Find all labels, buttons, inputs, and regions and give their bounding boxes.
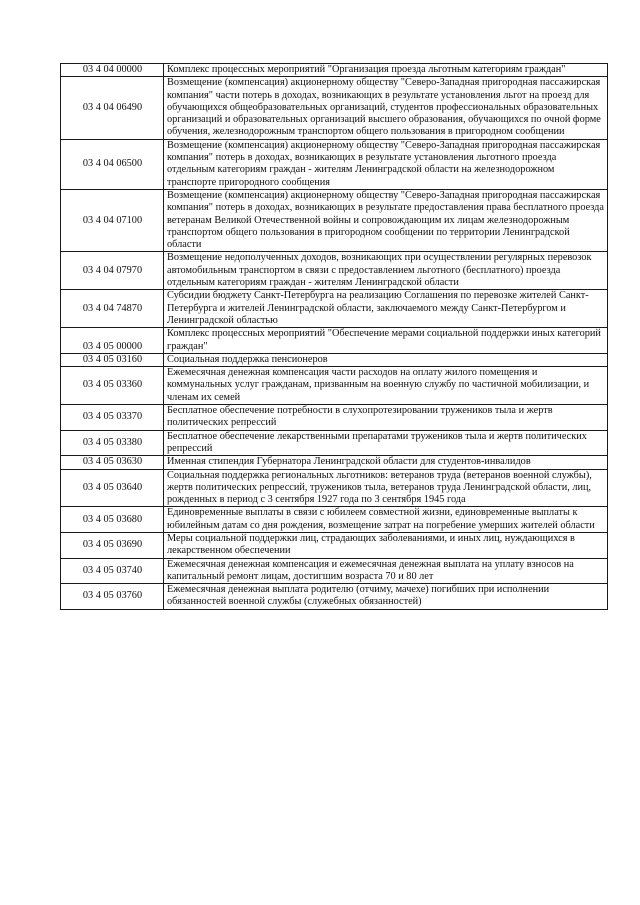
table-body [61, 64, 608, 610]
table-row [61, 532, 608, 558]
description-cell: Возмещение (компенсация) акционерному обществу "Северо-Западная пригородная пассажирская компания" части потерь в доходах, возникающих в результате установления льгот на проезд для обучающихся общеобразовательных организаций, студентов профессиональных образовательных организаций и образовательных организаций высшего образования, обучающихся по очной форме обучения, железнодорожным транспортом общего пользования в пригородном сообщении [164, 77, 608, 139]
table-row [61, 353, 608, 366]
table-row [61, 430, 608, 456]
table-row [61, 558, 608, 584]
table-row [61, 405, 608, 431]
table-row [61, 252, 608, 290]
table-row [61, 328, 608, 354]
code-cell: 03 4 05 00000 [61, 328, 164, 354]
description-cell: Социальная поддержка пенсионеров [164, 353, 608, 366]
description-cell: Комплекс процессных мероприятий "Организация проезда льготным категориям граждан" [164, 64, 608, 77]
code-cell: 03 4 05 03640 [61, 469, 164, 507]
table-row [61, 64, 608, 77]
code-cell: 03 4 05 03160 [61, 353, 164, 366]
table-row [61, 584, 608, 610]
description-cell: Субсидии бюджету Санкт-Петербурга на реализацию Соглашения по перевозке жителей Санкт-Петербурга и жителей Ленинградской области, заключаемого между Санкт-Петербургом и Ленинградской областью [164, 290, 608, 328]
code-cell: 03 4 04 07970 [61, 252, 164, 290]
table-row [61, 456, 608, 469]
code-cell: 03 4 05 03680 [61, 507, 164, 533]
description-cell: Меры социальной поддержки лиц, страдающих заболеваниями, и иных лиц, нуждающихся в лекарственном обеспечении [164, 532, 608, 558]
description-cell: Комплекс процессных мероприятий "Обеспечение мерами социальной поддержки иных категорий граждан" [164, 328, 608, 354]
table-row [61, 77, 608, 139]
table-row [61, 469, 608, 507]
code-cell: 03 4 04 74870 [61, 290, 164, 328]
table-row [61, 290, 608, 328]
code-cell: 03 4 04 07100 [61, 189, 164, 251]
code-cell: 03 4 05 03370 [61, 405, 164, 431]
table-row [61, 139, 608, 189]
description-cell: Возмещение (компенсация) акционерному обществу "Северо-Западная пригородная пассажирская компания" потерь в доходах, возникающих в результате предоставления права бесплатного проезда ветеранам Великой Отечественной войны и сопровождающим их лицам железнодорожным транспортом общего пользования в пригородном сообщении по территории Ленинградской области [164, 189, 608, 251]
code-cell: 03 4 05 03690 [61, 532, 164, 558]
code-cell: 03 4 05 03380 [61, 430, 164, 456]
code-cell: 03 4 05 03740 [61, 558, 164, 584]
description-cell: Ежемесячная денежная компенсация части расходов на оплату жилого помещения и коммунальных услуг гражданам, призванным на военную службу по частичной мобилизации, и членам их семей [164, 367, 608, 405]
code-cell: 03 4 04 00000 [61, 64, 164, 77]
description-cell: Социальная поддержка региональных льготников: ветеранов труда (ветеранов военной службы), жертв политических репрессий, тружеников тыла, ветеранов труда Ленинградской области, лиц, рожденных в период с 3 сентября 1927 года по 3 сентября 1945 года [164, 469, 608, 507]
budget-classification-table [60, 63, 608, 610]
description-cell: Возмещение (компенсация) акционерному обществу "Северо-Западная пригородная пассажирская компания" потерь в доходах, возникающих в результате установления льготного проезда отдельным категориям граждан - жителям Ленинградской области на железнодорожном транспорте пригородного сообщения [164, 139, 608, 189]
description-cell: Бесплатное обеспечение потребности в слухопротезировании тружеников тыла и жертв политических репрессий [164, 405, 608, 431]
table-row [61, 189, 608, 251]
description-cell: Ежемесячная денежная компенсация и ежемесячная денежная выплата на уплату взносов на капитальный ремонт лицам, достигшим возраста 70 и 80 лет [164, 558, 608, 584]
code-cell: 03 4 05 03630 [61, 456, 164, 469]
description-cell: Бесплатное обеспечение лекарственными препаратами тружеников тыла и жертв политических репрессий [164, 430, 608, 456]
budget-code-table-page [60, 63, 608, 610]
code-cell: 03 4 04 06490 [61, 77, 164, 139]
code-cell: 03 4 05 03760 [61, 584, 164, 610]
code-cell: 03 4 05 03360 [61, 367, 164, 405]
table-row [61, 367, 608, 405]
code-cell: 03 4 04 06500 [61, 139, 164, 189]
table-row [61, 507, 608, 533]
description-cell: Ежемесячная денежная выплата родителю (отчиму, мачехе) погибших при исполнении обязанностей военной службы (служебных обязанностей) [164, 584, 608, 610]
description-cell: Возмещение недополученных доходов, возникающих при осуществлении регулярных перевозок автомобильным транспортом в связи с предоставлением льготного (бесплатного) проезда отдельным категориям граждан - жителям Ленинградской области [164, 252, 608, 290]
description-cell: Именная стипендия Губернатора Ленинградской области для студентов-инвалидов [164, 456, 608, 469]
description-cell: Единовременные выплаты в связи с юбилеем совместной жизни, единовременные выплаты к юбилейным датам со дня рождения, возмещение затрат на погребение умерших жителей области [164, 507, 608, 533]
